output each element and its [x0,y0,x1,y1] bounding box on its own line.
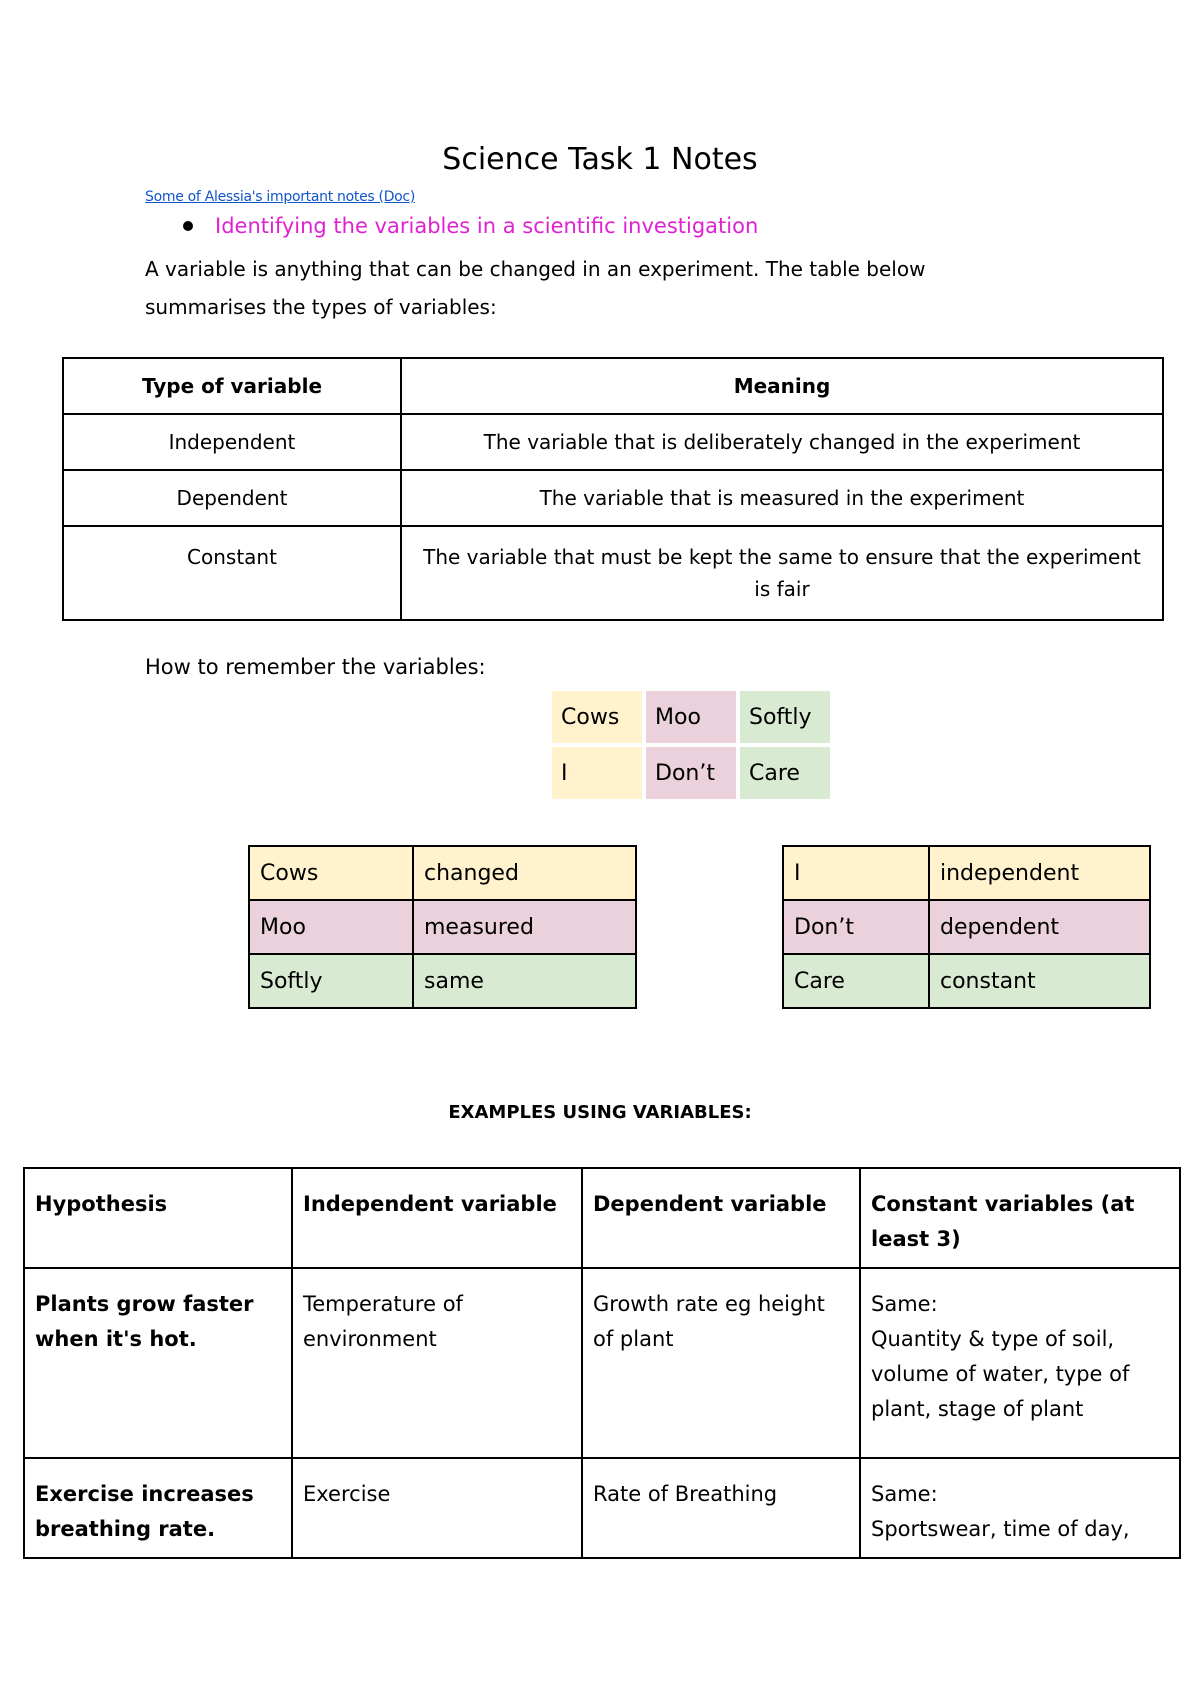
constant-label: Same: [871,1292,938,1316]
intro-paragraph: A variable is anything that can be changed in an experiment. The table below summarises the types of variables: [145,257,926,319]
table-cell: Temperature of environment [292,1268,582,1458]
table-row [249,954,636,1008]
table-header: Hypothesis [24,1168,292,1268]
table-cell: Constant [63,526,401,620]
variable-types-table [62,357,1164,621]
table-row [249,846,636,900]
table-cell: Rate of Breathing [582,1458,860,1558]
key-meaning: constant [929,954,1150,1008]
table-cell [860,1268,1180,1458]
table-row [63,526,1163,620]
mnemonic-cell: Don’t [646,747,736,799]
table-cell: The variable that is deliberately changed in the experiment [401,414,1163,470]
constant-label: Same: [871,1482,938,1506]
table-cell: The variable that is measured in the experiment [401,470,1163,526]
mnemonic-cell: Softly [740,691,830,743]
key-word: Cows [249,846,413,900]
key-word: Moo [249,900,413,954]
table-row [783,954,1150,1008]
mnemonic-grid [548,687,834,803]
remember-heading: How to remember the variables: [145,655,486,679]
constant-list: Quantity & type of soil, volume of water, type of plant, stage of plant [871,1327,1130,1421]
key-meaning: measured [413,900,636,954]
key-word: Care [783,954,929,1008]
examples-table [23,1167,1181,1559]
mnemonic-key-table-left [248,845,637,1009]
key-meaning: changed [413,846,636,900]
key-meaning: independent [929,846,1150,900]
mnemonic-key-table-right [782,845,1151,1009]
table-row [249,900,636,954]
page-title: Science Task 1 Notes [442,142,758,177]
table-header-row [24,1168,1180,1268]
table-header: Constant variables (at least 3) [860,1168,1180,1268]
table-header: Dependent variable [582,1168,860,1268]
table-row [24,1268,1180,1458]
table-row [552,691,830,743]
table-row [783,900,1150,954]
mnemonic-cell: Cows [552,691,642,743]
bullet-icon [183,221,193,231]
table-cell: The variable that must be kept the same to ensure that the experiment is fair [401,526,1163,620]
examples-title: EXAMPLES USING VARIABLES: [448,1102,752,1123]
table-row [24,1458,1180,1558]
table-row [552,747,830,799]
table-header: Meaning [401,358,1163,414]
key-word: Softly [249,954,413,1008]
mnemonic-cell: I [552,747,642,799]
bullet-heading-row [183,214,758,238]
constant-list: Sportswear, time of day, [871,1517,1130,1541]
table-row [63,470,1163,526]
table-row [783,846,1150,900]
table-cell: Exercise [292,1458,582,1558]
table-cell: Dependent [63,470,401,526]
key-meaning: same [413,954,636,1008]
table-row [63,414,1163,470]
mnemonic-cell: Care [740,747,830,799]
table-cell: Exercise increases breathing rate. [24,1458,292,1558]
table-cell: Growth rate eg height of plant [582,1268,860,1458]
table-cell: Plants grow faster when it's hot. [24,1268,292,1458]
key-meaning: dependent [929,900,1150,954]
key-word: Don’t [783,900,929,954]
table-cell [860,1458,1180,1558]
doc-link[interactable]: Some of Alessia's important notes (Doc) [145,189,415,205]
table-header: Independent variable [292,1168,582,1268]
mnemonic-cell: Moo [646,691,736,743]
table-header: Type of variable [63,358,401,414]
bullet-heading: Identifying the variables in a scientific investigation [215,214,759,238]
table-cell: Independent [63,414,401,470]
key-word: I [783,846,929,900]
table-header-row [63,358,1163,414]
